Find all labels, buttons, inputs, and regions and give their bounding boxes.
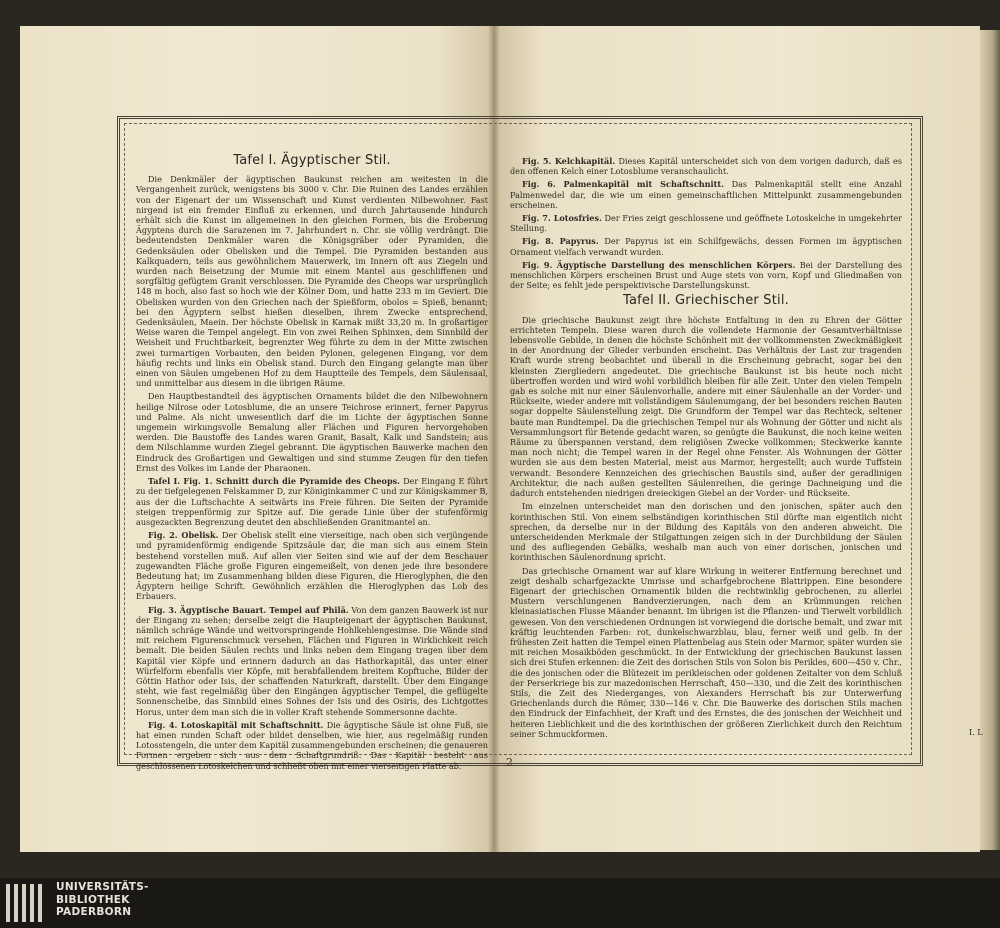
figure-text: Der Papyrus ist ein Schilfgewächs, dessen Formen im ägyptischen Ornament vielfach verwandt wurden. <box>510 236 902 257</box>
library-name <box>56 881 149 919</box>
library-logo-icon <box>6 884 50 922</box>
figure-text: Dieses Kapitäl unterscheidet sich von dem vorigen dadurch, daß es den offenen Kelch einer Lotosblume veranschaulicht. <box>510 156 902 177</box>
paragraph: Im einzelnen unterscheidet man den dorischen und den jonischen, später auch den korinthischen Stil. Von einem selbständigen korinthischen Stil dürfte man eigentlich nicht sprechen, da derselbe nur in der Bildung des Kapitäls von den anderen abweicht. Die unterscheidenden Merkmale der Stilgattungen zeigen sich in der Durchbildung der Säulen und des aufliegenden Gebälks, weshalb man auch von einer dorischen, jonischen und korinthischen Säulenordnung spricht. <box>510 501 902 563</box>
figure-caption <box>136 476 488 527</box>
figure-label: Fig. 4. Lotoskapitäl mit Schaftschnitt. <box>148 719 324 730</box>
figure-label: Fig. 8. Papyrus. <box>522 236 599 247</box>
library-footer <box>0 878 1000 928</box>
figure-text: Von dem ganzen Bauwerk ist nur der Eingang zu sehen; derselbe zeigt die Haupteigenart der ägyptischen Baukunst, nämlich schräge Wände und weitvorspringende Hohlkehlengesimse. Die Wände sind mit reichem Figurenschmuck versehen, Flächen und Figuren in Wirklichkeit reich bemalt. Die beiden Säulen rechts und links neben dem Eingang tragen über dem Kapitäl vier Köpfe und erinnern dadurch an das Hathorkapitäl, das unter einer Würfelform ebenfalls vier Köpfe, mit herabfallendem breitem Kopftuche, Bilder der Göttin Hathor oder Isis, der schaffenden Naturkraft, darstellt. Über dem Eingange steht, wie fast regelmäßig über den Eingängen ägyptischer Tempel, die geflügelte Sonnenscheibe, das Sinnbild eines Sohnes der Isis und des Osiris, des Lichtgottes Horus, unter dem man sich die in voller Kraft stehende Sommersonne dachte. <box>136 604 488 717</box>
figure-caption <box>136 720 488 771</box>
paragraph: Die Denkmäler der ägyptischen Baukunst reichen am weitesten in die Vergangenheit zurück, wenigstens bis 3000 v. Chr. Die Ruinen des Landes erzählen von der Eigenart der um Wissenschaft und Kunst verdienten Nilbewohner. Fast nirgend ist ein fremder Einfluß zu erkennen, und durch Jahrtausende hindurch erhält sich die Kunst im allgemeinen in den gleichen Formen, bis die Eroberung Ägyptens durch die Sarazenen im 7. Jahrhundert n. Chr. sie völlig verdrängt. Die bedeutendsten Denkmäler waren die Königsgräber oder Pyramiden, die Gedenksäulen oder Obelisken und die Tempel. Die Pyramiden bestanden aus Kalkquadern, teils aus gewöhnlichem Mauerwerk, im Innern oft aus Ziegeln und wurden nach Beisetzung der Mumie mit einem Mantel aus geschliffenen und sorgfältig gefügtem Granit verschlossen. Die Pyramide des Cheops war ursprünglich 148 m hoch, also fast so hoch wie der Kölner Dom, und hatte 233 m im Geviert. Die Obelisken wurden von den Griechen nach der Spießform, obolos = Spieß, benannt; bei den Ägyptern selbst hießen dieselben, ihrem Zwecke entsprechend, Gedenksäulen, Maein. Der höchste Obelisk in Karnak mißt 33,20 m. In großartiger Weise waren die Tempel angelegt. Ein von zwei Reihen Sphinxen, dem Sinnbild der Weisheit und Fruchtbarkeit, begrenzter Weg führte zu dem in der Mitte zwischen zwei turmartigen Vorbauten, den beiden Pylonen, gelegenen Eingang, vor dem häufig rechts und links ein Obelisk stand. Durch den Eingang gelangte man über einen von Säulen umgebenen Hof zu dem Hauptteile des Tempels, dem Säulensaal, und unmittelbar aus diesem in die übrigen Räume. <box>136 174 488 389</box>
figure-caption <box>510 236 902 256</box>
tafel-1-title: Tafel I. Ägyptischer Stil. <box>233 153 391 168</box>
figure-caption <box>136 605 488 717</box>
figure-label: Fig. 3. Ägyptische Bauart. Tempel auf Philä. <box>148 604 349 615</box>
left-column <box>136 150 488 774</box>
paragraph: Den Hauptbestandteil des ägyptischen Ornaments bildet die den Nilbewohnern heilige Nilrose oder Lotosblume, die an unsere Teichrose erinnert, ferner Papyrus und Palme. Als nicht unwesentlich darf die im Lichte der ägyptischen Sonne ungemein wirkungsvolle Bemalung aller Flächen und Figuren hervorgehoben werden. Die Baustoffe des Landes waren Granit, Basalt, Kalk und Sandstein; aus dem Nilschlamme wurden Ziegel gebrannt. Die ägyptischen Bauwerke machen den Eindruck des Großartigen und Gewaltigen und sind stumme Zeugen für den tiefen Ernst des Volkes im Lande der Pharaonen. <box>136 391 488 473</box>
figure-label: Fig. 6. Palmenkapitäl mit Schaftschnitt. <box>522 179 724 190</box>
figure-text: Das Palmenkapitäl stellt eine Anzahl Palmenwedel dar, die wie um einen gemeinschaftlichen Mittelpunkt zusammengebunden erscheinen. <box>510 179 902 210</box>
right-column <box>510 156 902 742</box>
figure-caption <box>510 156 902 176</box>
figure-caption <box>510 213 902 233</box>
library-name-line: BIBLIOTHEK <box>56 893 130 906</box>
figure-label: Tafel I. Fig. 1. Schnitt durch die Pyramide des Cheops. <box>148 476 400 487</box>
page-number: 2 <box>506 756 513 769</box>
figure-caption <box>136 530 488 601</box>
figure-label: Fig. 7. Lotosfries. <box>522 213 602 224</box>
figure-text: Der Eingang E führt zu der tiefgelegenen Felskammer D, zur Königinkammer C und zur Königskammer B, aus der die Luftschachte A seitwärts ins Freie führen. Die Seiten der Pyramide steigen treppenförmig zur Spitze auf. Die gerade Linie über der stufenförmig ausgezackten Begrenzung deutet den abschließenden Granitmantel an. <box>136 476 488 527</box>
figure-label: Fig. 9. Ägyptische Darstellung des menschlichen Körpers. <box>522 259 796 270</box>
next-page-edge <box>980 30 1000 850</box>
paragraph: Die griechische Baukunst zeigt ihre höchste Entfaltung in den zu Ehren der Götter errichteten Tempeln. Diese waren durch die vollendete Harmonie der Gesamtverhältnisse lebensvolle Gebilde, in denen die höchste Schönheit mit der vollkommensten Zweckmäßigkeit in der Anordnung der Glieder verbunden erscheint. Das Verhältnis der Last zur tragenden Kraft wurde streng beobachtet und überall in die Erscheinung gebracht, sogar bei den kleinsten Ziergliedern angedeutet. Die griechische Baukunst ist bis heute noch nicht übertroffen worden und wird wohl vorbildlich bleiben für alle Zeit. Unter den vielen Tempeln gab es solche mit nur einer Säulenvorhalle, andere mit einer Säulenhalle an der Vorder- und Rückseite, wieder andere mit vollständigem Säulenumgang, der bei besonders reichen Bauten sogar doppelte Säulenstellung zeigt. Die Grundform der Tempel war das Rechteck, seltener baute man Rundtempel. Da die griechischen Tempel nur als Wohnung der Götter und nicht als Versammlungsort für Betende gedacht waren, so genügte die Baukunst, die noch keine weiten Räume zu überspannen verstand, dem religiösen Zwecke vollkommen; Steckwerke kannte man noch nicht; die Tempel waren in der Regel ohne Fenster. Als Wohnungen der Götter wurden sie aus dem besten Material, meist aus Marmor, hergestellt; auch wurde Tuffstein verwandt. Besondere Kennzeichen des griechischen Baustils sind, außer der geradlinigen Architektur, die nach außen gestellten Säulenreihen, die geringe Dachneigung und die dadurch entstehenden niedrigen dreieckigen Giebel an der Vorder- und Rückseite. <box>510 314 902 499</box>
tafel-2-title: Tafel II. Griechischer Stil. <box>623 293 789 309</box>
figure-label: Fig. 5. Kelchkapitäl. <box>522 156 616 166</box>
figure-text: Die ägyptische Säule ist ohne Fuß, sie hat einen runden Schaft oder bildet denselben, wie hier, aus regelmäßig runden Lotosstengeln, die unter dem Kapitäl zusammengebunden erscheinen; die genaueren Formen ergeben sich aus dem Schaftgrundriß. Das Kapitäl besteht aus geschlossenen Lotoskelchen und schließt oben mit einer vierseitigen Platte ab. <box>136 719 488 771</box>
figure-text: Der Fries zeigt geschlossene und geöffnete Lotoskelche in umgekehrter Stellung. <box>510 213 902 234</box>
library-name-line: PADERBORN <box>56 906 132 918</box>
paragraph: Das griechische Ornament war auf klare Wirkung in weiterer Entfernung berechnet und zeigt deshalb scharfgezackte Umrisse und scharfgebrochene Blattrippen. Eine besondere Eigenart der griechischen Ornamentik bilden die rechtwinklig gebrochenen, zu allerlei Mustern verschlungenen Bandverzierungen, nach dem an Krümmungen reichen kleinasiatischen Flusse Mäander benannt. Im übrigen ist die Pflanzen- und Tierwelt vorbildlich gewesen. Von den verschiedenen Ordnungen ist vorwiegend die dorische bemalt, und zwar mit kräftig leuchtenden Farben: rot, dunkelschwarzblau, blau, ferner weiß und gelb. In der frühesten Zeit hatten die Tempel einen Plattenbelag aus Stein oder Marmor, später wurden sie mit reichen Mosaikböden geschmückt. In der Entwicklung der griechischen Baukunst lassen sich drei Stufen erkennen: die Zeit des dorischen Stils von Solon bis Perikles, 600—450 v. Chr., die des jonischen oder die Blütezeit im perikleischen oder goldenen Zeitalter von dem Schluß der Perserkriege bis zur mazedonischen Herrschaft, 450—330, und die Zeit des korinthischen Stils, die Zeit des Niederganges, von Alexanders Herrschaft bis zur Unterwerfung Griechenlands durch die Römer, 330—146 v. Chr. Die Bauwerke des dorischen Stils machen den Eindruck der Einfachheit, der Kraft und des Ernstes, die des jonischen der Weichheit und heiteren Lieblichkeit und die des korinthischen der größeren Zierlichkeit durch den Reichtum seiner Schmuckformen. <box>510 565 902 739</box>
figure-text: Bei der Darstellung des menschlichen Körpers erscheinen Brust und Auge stets von vorn, Kopf und Gliedmaßen von der Seite; es fehlt jede perspektivische Darstellungskunst. <box>510 259 902 291</box>
figure-caption <box>510 260 902 291</box>
library-name-line: UNIVERSITÄTS- <box>56 881 149 893</box>
figure-text: Der Obelisk stellt eine vierseitige, nach oben sich verjüngende und pyramidenförmig endigende Spitzsäule dar, die man sich aus einem Stein bestehend vorstellen muß. Auf allen vier Seiten sind wie auf der dem Beschauer zugewandten Fläche große Figuren eingemeißelt, von denen jede ihre besondere Bedeutung hat; im Zusammenhang bilden diese Figuren, die Hieroglyphen, die den Ägyptern heilige Schrift. Gewöhnlich erzählen die Hieroglyphen das Lob des Erbauers. <box>136 530 488 602</box>
next-page-fragment: I. L <box>969 728 983 737</box>
figure-label: Fig. 2. Obelisk. <box>148 530 219 541</box>
figure-caption <box>510 179 902 210</box>
